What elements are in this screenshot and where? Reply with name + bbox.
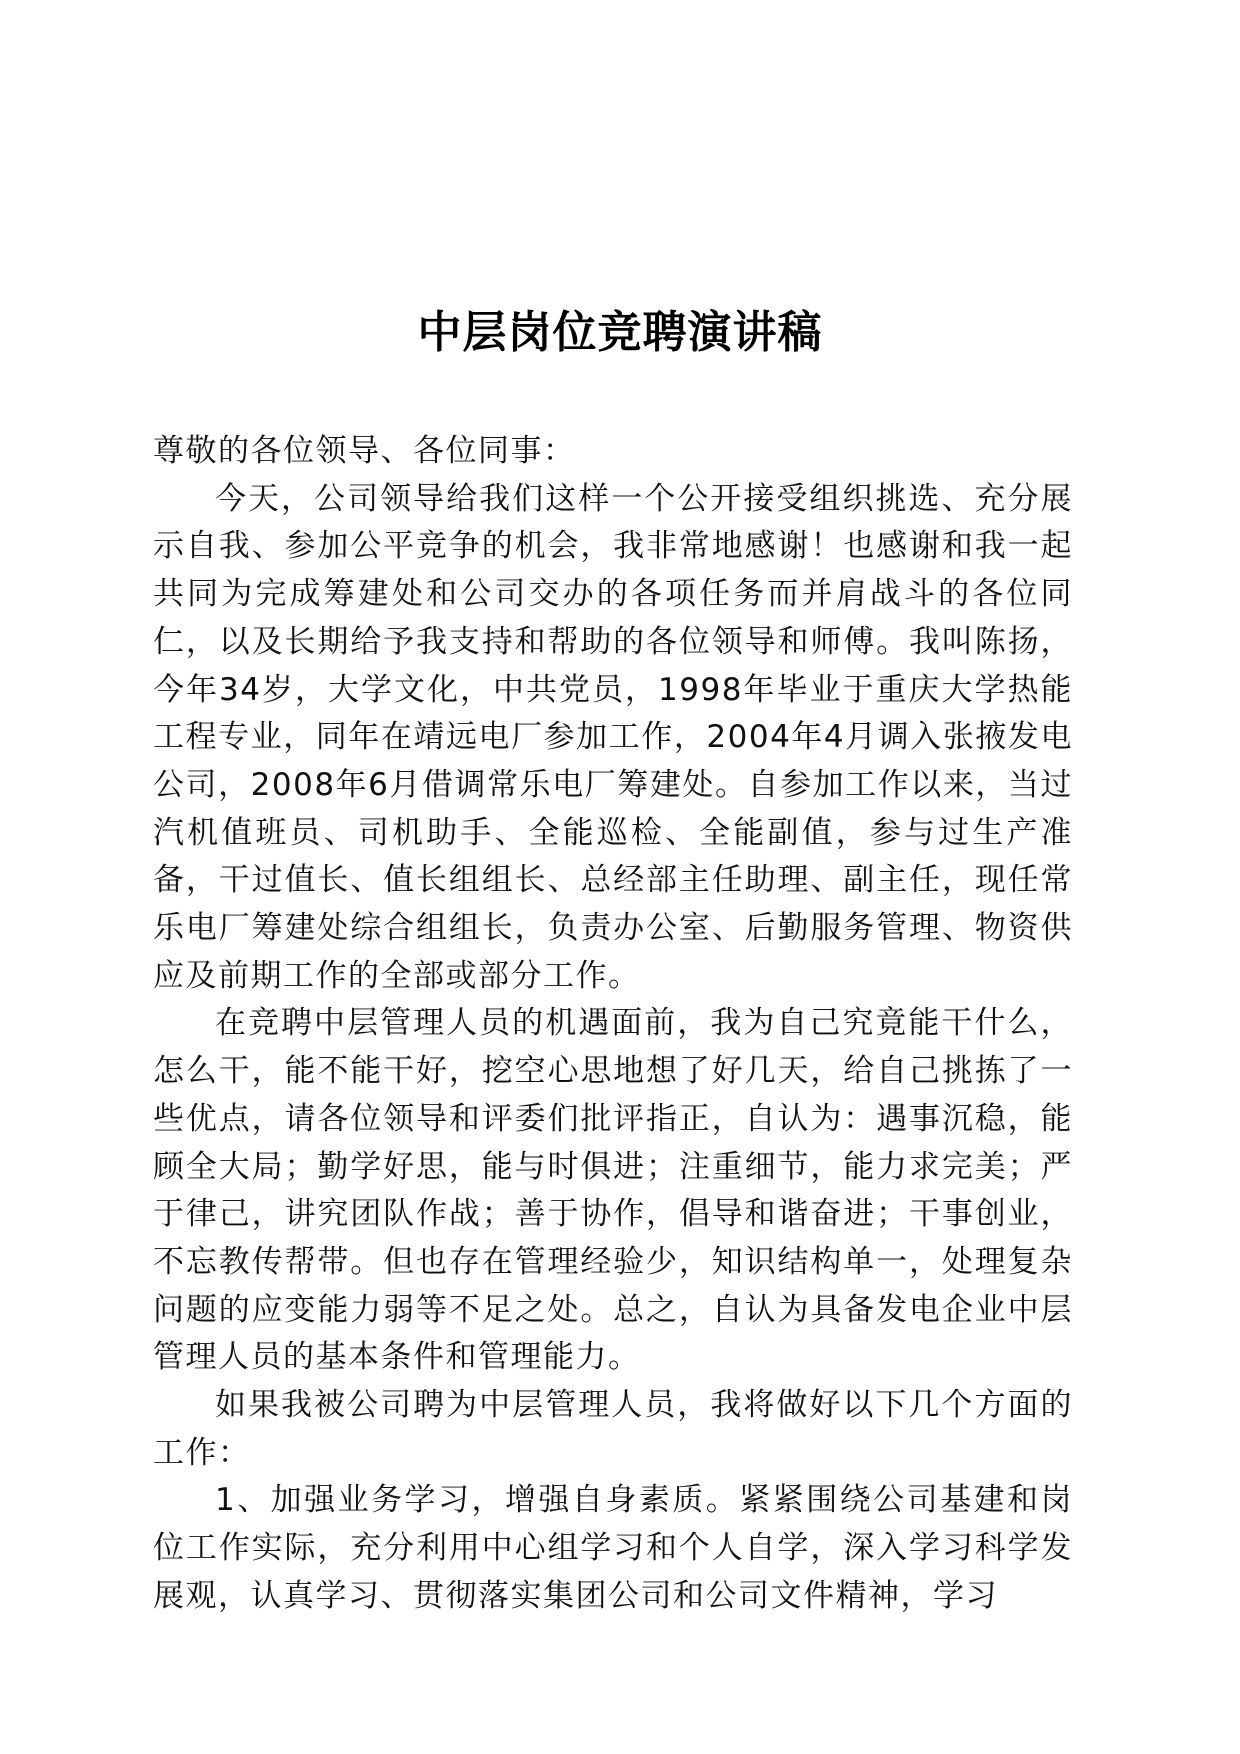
paragraph-intro: 今天，公司领导给我们这样一个公开接受组织挑选、充分展示自我、参加公平竞争的机会，我非常地感谢！也感谢和我一起共同为完成筹建处和公司交办的各项任务而并肩战斗的各位同仁，以及长期给予我支持和帮助的各位领导和师傅。我叫陈扬，今年34岁，大学文化，中共党员，1998年毕业于重庆大学热能工程专业，同年在靖远电厂参加工作，2004年4月调入张掖发电公司，2008年6月借调常乐电厂筹建处。自参加工作以来，当过汽机值班员、司机助手、全能巡检、全能副值，参与过生产准备，干过值长、值长组组长、总经部主任助理、副主任，现任常乐电厂筹建处综合组组长，负责办公室、后勤服务管理、物资供应及前期工作的全部或部分工作。 (153, 480, 1073, 994)
paragraph-plan-item-1: 1、加强业务学习，增强自身素质。紧紧围绕公司基建和岗位工作实际，充分利用中心组学习和个人自学，深入学习科学发展观，认真学习、贯彻落实集团公司和公司文件精神，学习 (153, 1482, 1073, 1614)
paragraph-plan-intro: 如果我被公司聘为中层管理人员，我将做好以下几个方面的工作： (153, 1387, 1073, 1471)
paragraph-strengths: 在竞聘中层管理人员的机遇面前，我为自己究竟能干什么，怎么干，能不能干好，挖空心思地想了好几天，给自己挑拣了一些优点，请各位领导和评委们批评指正，自认为：遇事沉稳，能顾全大局；勤学好思，能与时俱进；注重细节，能力求完美；严于律己，讲究团队作战；善于协作，倡导和谐奋进；干事创业，不忘教传帮带。但也存在管理经验少，知识结构单一，处理复杂问题的应变能力弱等不足之处。总之，自认为具备发电企业中层管理人员的基本条件和管理能力。 (153, 1005, 1073, 1376)
document-title: 中层岗位竞聘演讲稿 (417, 307, 823, 358)
salutation: 尊敬的各位领导、各位同事： (153, 433, 576, 469)
document-body (153, 428, 1073, 1621)
